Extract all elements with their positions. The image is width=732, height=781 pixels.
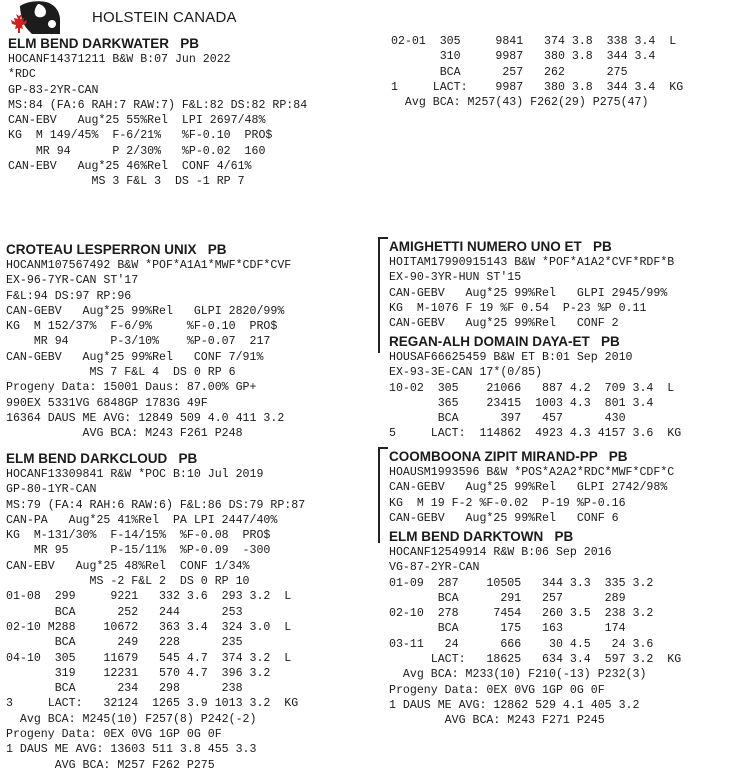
lactation-details: 02-01 305 9841 374 3.8 338 3.4 L 310 9987 380 3.8 344 3.4 BCA 257 262 275 1 LACT: 9987 380 3.8 344 3.4 KG Avg BCA: M257(43) F262(29) P275(47) [391,35,684,110]
animal-details: HOAUSM1993596 B&W *POS*A2A2*RDC*MWF*CDF*C CAN-GEBV Aug*25 99%Rel GLPI 2742/98% KG M 19 F-2 %F-0.02 P-19 %P-0.16 CAN-GEBV Aug*25 99%Rel CONF 6 [389,466,675,525]
breed-badge: PB [601,334,620,349]
animal-card-coomboona [389,448,674,526]
breed-badge: PB [207,242,227,257]
animal-details: HOCANF13309841 R&W *POC B:10 Jul 2019 GP-80-1YR-CAN MS:79 (FA:4 RAH:6 RAW:6) F&L:86 DS:79 RP:87 CAN-PA Aug*25 41%Rel PA LPI 2447/40% KG M-131/30% F-14/15% %F-0.08 PRO$ MR 95 P-15/11% %P-0.09 -300 CAN-EBV Aug*25 48%Rel CONF 1/34% MS -2 F&L 2 DS 0 RP 10 01-08 299 9221 332 3.6 293 3.2 L BCA 252 244 253 02-10 M288 10672 363 3.4 324 3.0 L BCA 249 228 235 04-10 305 11679 545 4.7 374 3.2 L 319 12231 570 4.7 396 3.2 BCA 234 298 238 3 LACT: 32124 1265 3.9 1013 3.2 KG Avg BCA: M245(10) F257(8) P242(-2) Progeny Data: 0EX 0VG 1GP 0G 0F 1 DAUS ME AVG: 13603 511 3.8 455 3.3 AVG BCA: M257 F262 P275 [6,468,306,772]
pedigree-bracket [378,447,388,543]
animal-name: REGAN-ALH DOMAIN DAYA-ET [389,334,590,349]
animal-details: HOUSAF66625459 B&W ET B:01 Sep 2010 EX-93-3E-CAN 17*(0/85) 10-02 305 21066 887 4.2 709 3.4 L 365 23415 1003 4.3 801 3.4 BCA 397 457 430 5 LACT: 114862 4923 4.3 4157 3.6 KG [389,351,682,441]
organization-name: HOLSTEIN CANADA [92,9,237,26]
animal-card-regan [389,333,681,442]
animal-title [389,333,681,350]
breed-badge: PB [608,449,628,464]
animal-card-amighetti [389,238,674,331]
animal-title [389,528,681,545]
animal-details: HOITAM17990915143 B&W *POF*A1A2*CVF*RDF*B EX-90-3YR-HUN ST'15 CAN-GEBV Aug*25 99%Rel GLPI 2945/99% KG M-1076 F 19 %F 0.54 P-23 %P 0.11 CAN-GEBV Aug*25 99%Rel CONF 2 [389,256,675,331]
animal-title [6,241,291,258]
animal-card-elm-darkcloud [6,450,305,773]
animal-title [389,448,674,465]
breed-badge: PB [593,239,612,254]
lactation-records-darkwater [391,34,683,110]
animal-title [8,35,307,52]
animal-name: AMIGHETTI NUMERO UNO ET [389,239,582,254]
animal-name: COOMBOONA ZIPIT MIRAND-PP [389,449,598,464]
animal-card-elm-darktown [389,528,681,729]
animal-card-elm-darkwater [8,35,307,190]
animal-details: HOCANF12549914 R&W B:06 Sep 2016 VG-87-2YR-CAN 01-09 287 10505 344 3.3 335 3.2 BCA 291 257 289 02-10 278 7454 260 3.5 238 3.2 BCA 175 163 174 03-11 24 666 30 4.5 24 3.6 LACT: 18625 634 3.4 597 3.2 KG Avg BCA: M233(10) F210(-13) P232(3) Progeny Data: 0EX 0VG 1GP 0G 0F 1 DAUS ME AVG: 12862 529 4.1 405 3.2 AVG BCA: M243 F271 P245 [389,546,682,728]
maple-leaf-cow-icon [2,0,62,36]
animal-name: CROTEAU LESPERRON UNIX [6,242,197,257]
animal-name: ELM BEND DARKCLOUD [6,451,168,466]
animal-name: ELM BEND DARKTOWN [389,529,544,544]
animal-card-croteau [6,241,291,442]
animal-title [389,238,674,255]
animal-name: ELM BEND DARKWATER [8,36,169,51]
animal-details: HOCANM107567492 B&W *POF*A1A1*MWF*CDF*CVF EX-96-7YR-CAN ST'17 F&L:94 DS:97 RP:96 CAN-GEBV Aug*25 99%Rel GLPI 2820/99% KG M 152/37% F-6/9% %F-0.10 PRO$ MR 94 P-3/10% %P-0.07 217 CAN-GEBV Aug*25 99%Rel CONF 7/91% MS 7 F&L 4 DS 0 RP 6 Progeny Data: 15001 Daus: 87.00% GP+ 990EX 5331VG 6848GP 1783G 49F 16364 DAUS ME AVG: 12849 509 4.0 411 3.2 AVG BCA: M243 F261 P248 [6,259,292,441]
breed-badge: PB [554,529,574,544]
animal-title [6,450,305,467]
pedigree-bracket [378,237,388,353]
breed-badge: PB [180,36,200,51]
animal-details: HOCANF14371211 B&W B:07 Jun 2022 *RDC GP-83-2YR-CAN MS:84 (FA:6 RAH:7 RAW:7) F&L:82 DS:82 RP:84 CAN-EBV Aug*25 55%Rel LPI 2697/48% KG M 149/45% F-6/21% %F-0.10 PRO$ MR 94 P 2/30% %P-0.02 160 CAN-EBV Aug*25 46%Rel CONF 4/61% MS 3 F&L 3 DS -1 RP 7 [8,53,308,189]
holstein-logo [2,0,62,36]
breed-badge: PB [178,451,198,466]
